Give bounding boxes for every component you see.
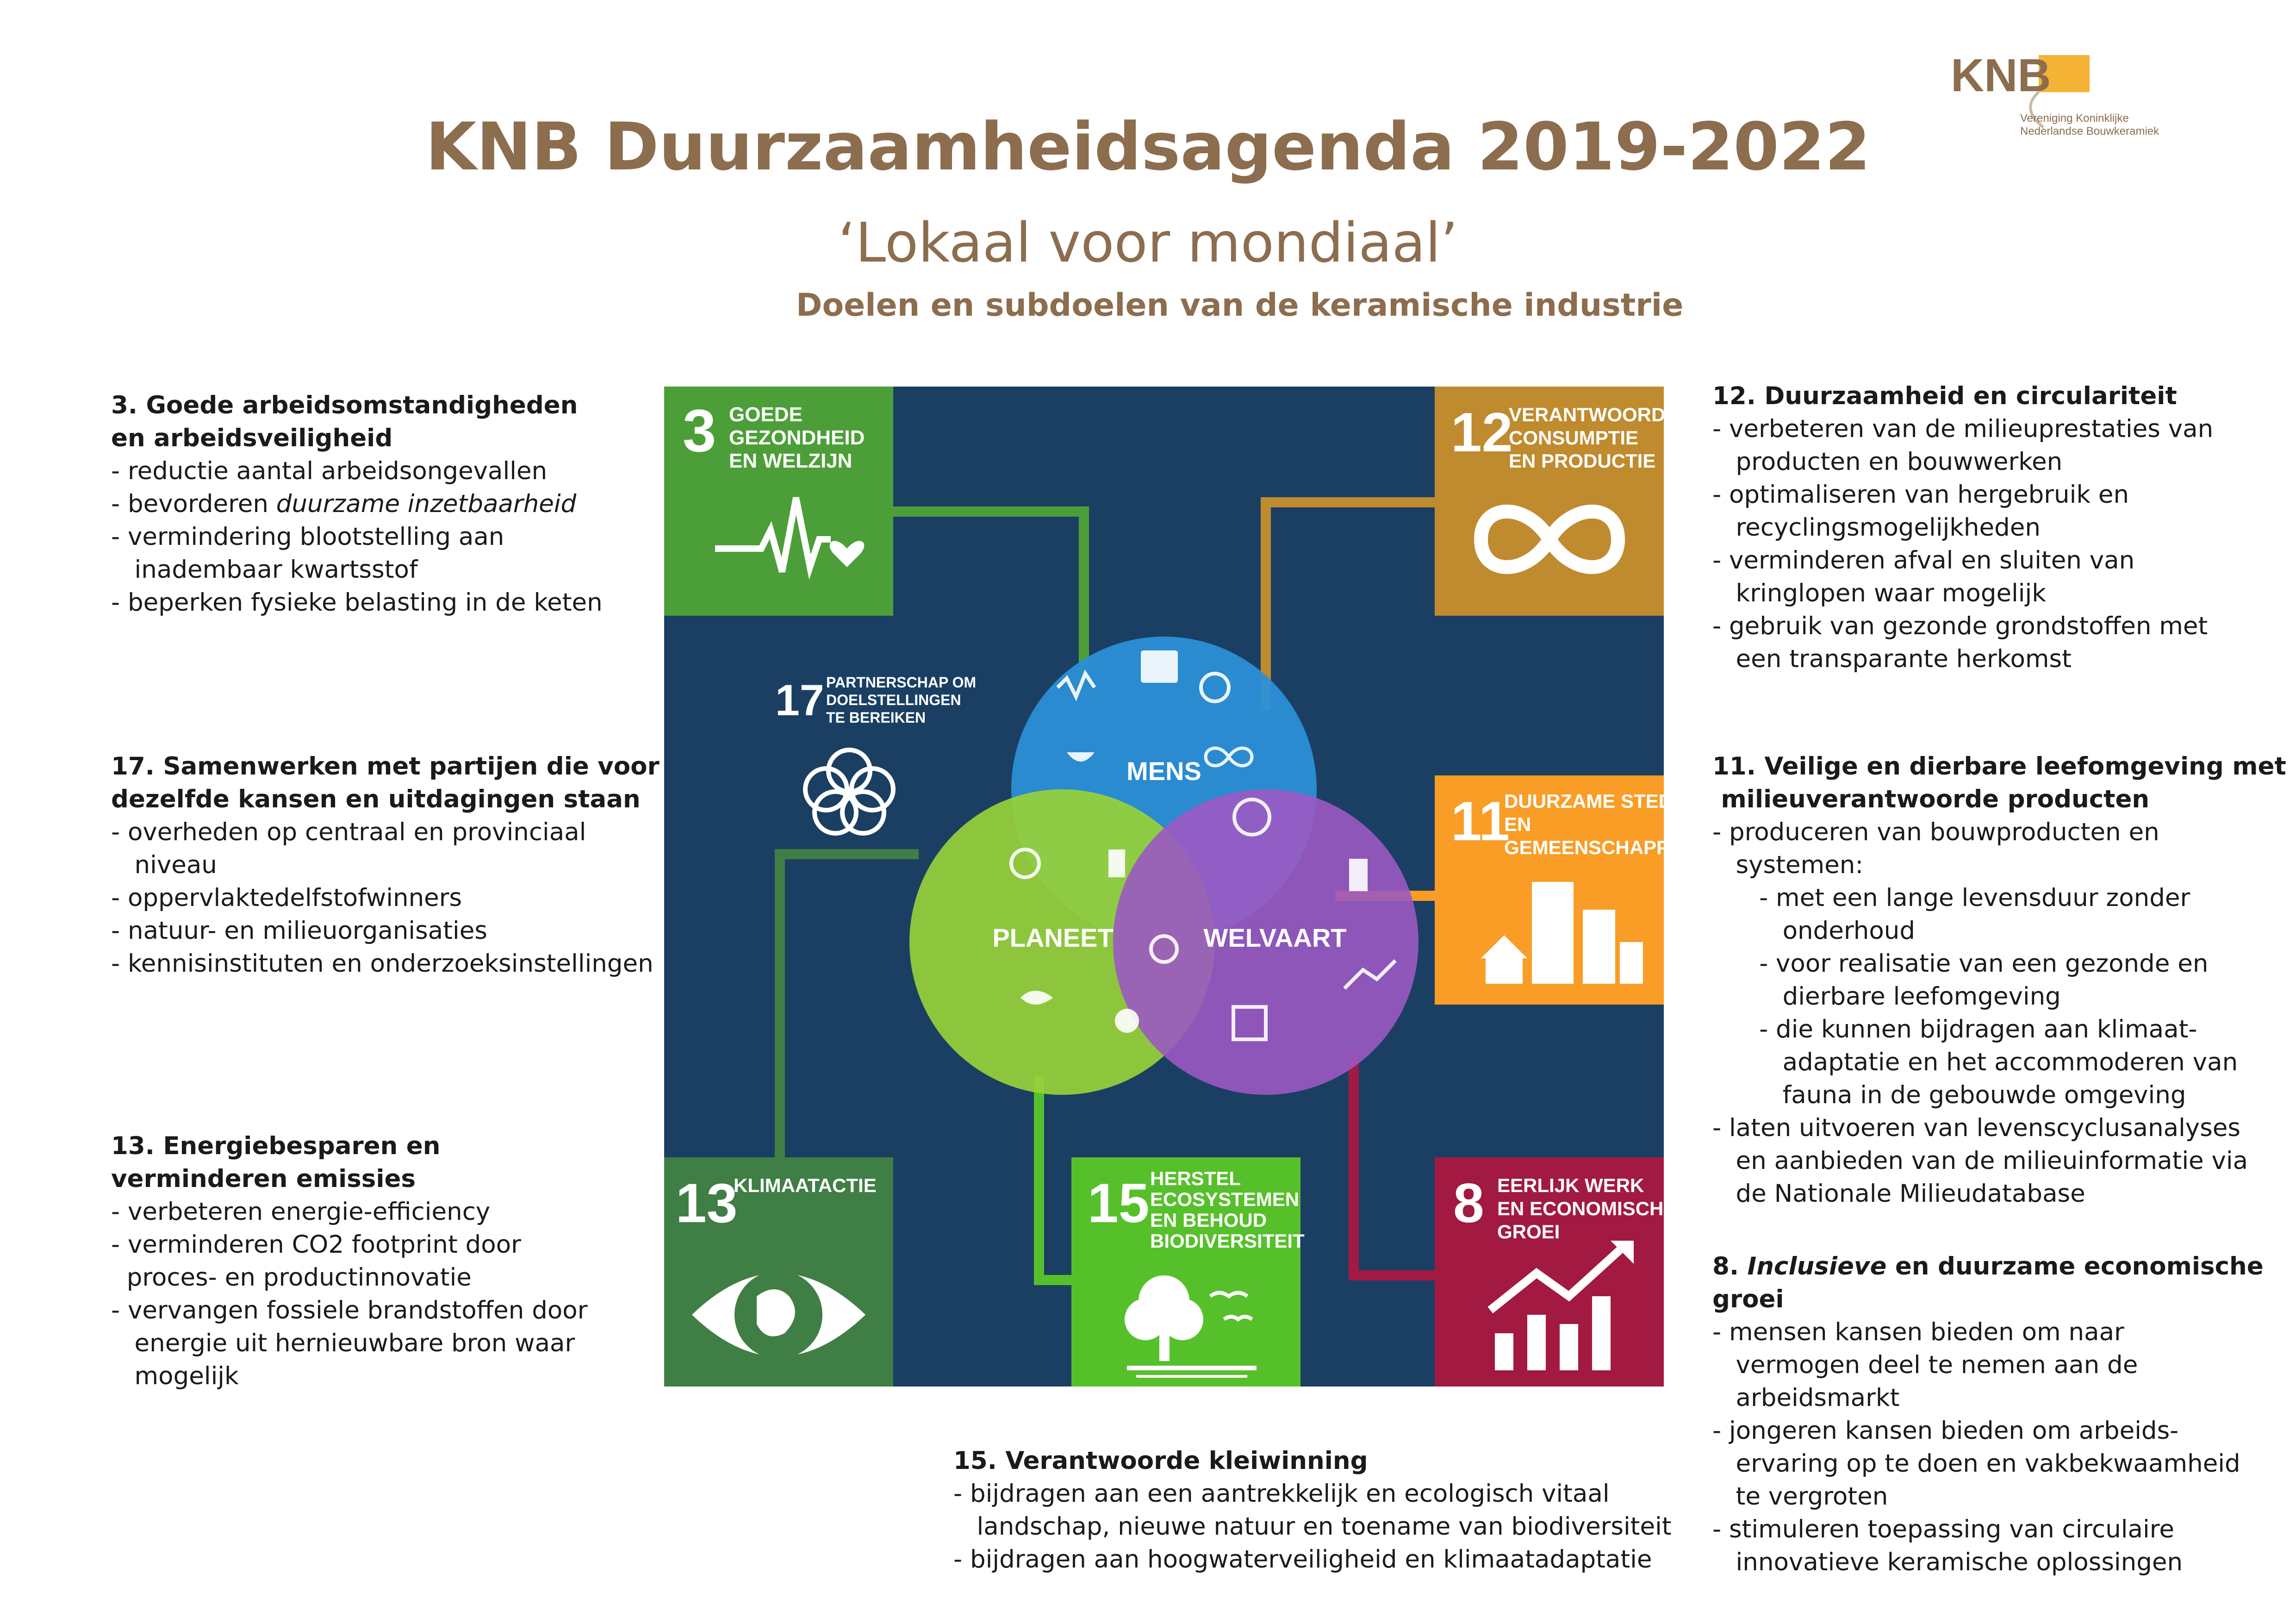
goal17-item-2: - oppervlaktedelfstofwinners [111,884,462,912]
sdg11-tile [1435,775,1699,1005]
goal8-heading-2: groei [1712,1285,1784,1313]
goal12-item-1: - verbeteren van de milieuprestaties van [1712,415,2214,443]
goal11-item-5: - laten uitvoeren van levenscyclusanalyses [1712,1114,2241,1142]
goal11-item-3b: dierbare leefomgeving [1712,982,2061,1011]
goal13-item-3c: mogelijk [111,1362,239,1390]
goal13-item-3b: energie uit hernieuwbare bron waar [111,1329,575,1357]
sdg15-line2: ECOSYSTEMEN [1150,1188,1300,1210]
goal15-item-1b: landschap, nieuwe natuur en toename van biodiversiteit [953,1512,1672,1541]
goal3-item-2-italic: duurzame inzetbaarheid [276,490,577,518]
sdg15-line1: HERSTEL [1150,1168,1241,1189]
goal3-item-2-text: - bevorderen [111,490,276,518]
goal13-item-1: - verbeteren energie-efficiency [111,1198,491,1226]
goal3-item-4: - beperken fysieke belasting in de keten [111,588,603,617]
logo-sub-line2: Nederlandse Bouwkeramiek [2020,125,2159,137]
sdg8-tile [1435,1157,1676,1387]
goal13-block [111,1130,588,1393]
circle-mens-label: MENS [1126,756,1201,786]
sdg3-number: 3 [683,397,716,464]
sdg11-number: 11 [1451,790,1510,852]
goal12-item-3b: kringlopen waar mogelijk [1712,579,2046,607]
knb-logo [1951,49,2159,152]
goal3-heading-2: en arbeidsveiligheid [111,424,393,452]
circle-welvaart-label: WELVAART [1203,923,1347,952]
goal11-item-1: - produceren van bouwproducten en [1712,818,2159,846]
goal11-item-5b: en aanbieden van de milieuinformatie via [1712,1147,2248,1175]
sdg8-line1: EERLIJK WERK [1497,1174,1644,1196]
goal13-heading-1: 13. Energiebesparen en [111,1132,441,1160]
goal12-item-2b: recyclingsmogelijkheden [1712,513,2041,542]
goal17-item-1b: niveau [111,851,217,879]
water-icon [1108,849,1125,877]
building-mini-icon [1349,859,1368,891]
goal12-item-4b: een transparante herkomst [1712,645,2072,673]
goal12-item-1b: producten en bouwwerken [1712,448,2063,476]
sdg11-line1: DUURZAME STEDEN [1504,790,1700,812]
goal11-item-4: - die kunnen bijdragen aan klimaat- [1712,1015,2197,1043]
sdg15-line4: BIODIVERSITEIT [1150,1230,1305,1252]
goal3-item-3: - vermindering blootstelling aan [111,523,504,551]
goal11-heading-1: 11. Veilige en dierbare leefomgeving met [1712,752,2286,781]
goal17-item-1: - overheden op centraal en provinciaal [111,818,586,846]
goal12-item-4: - gebruik van gezonde grondstoffen met [1712,612,2208,640]
sdg3-line3: EN WELZIJN [729,450,852,472]
goal15-block [953,1444,1672,1576]
goal15-item-2: - bijdragen aan hoogwaterveiligheid en klimaatadaptatie [953,1545,1652,1574]
logo-word: KNB [1951,50,2051,101]
goal11-heading-2: milieuverantwoorde producten [1712,785,2150,813]
goal12-heading-1: 12. Duurzaamheid en circulariteit [1712,382,2177,410]
goal13-item-2b: proces- en productinnovatie [111,1263,472,1292]
tree-mini-icon [1115,1009,1139,1033]
goal11-item-1b: systemen: [1712,851,1864,879]
sdg8-line2: EN ECONOMISCHE [1497,1198,1677,1219]
goal17-item-3: - natuur- en milieuorganisaties [111,917,487,945]
goal11-item-3: - voor realisatie van een gezonde en [1712,949,2209,978]
sdg13-tile [664,1157,893,1387]
goal15-item-1: - bijdragen aan een aantrekkelijk en ecologisch vitaal [953,1480,1610,1508]
goal8-block [1712,1250,2264,1579]
goal8-item-1b: vermogen deel te nemen aan de [1712,1351,2138,1379]
sdg17-line3: TE BEREIKEN [826,709,926,726]
goal8-item-1c: arbeidsmarkt [1712,1384,1900,1412]
sdg-diagram [664,387,1700,1387]
goal8-item-2c: te vergroten [1712,1482,1888,1511]
sdg8-line3: GROEI [1497,1221,1560,1243]
sdg12-number: 12 [1451,401,1513,463]
sdg8-number: 8 [1453,1172,1484,1234]
sdg11-line3: GEMEENSCHAPPEN [1504,837,1697,858]
sdg17-number: 17 [775,676,824,725]
goal8-heading-1c: en duurzame economische [1886,1252,2264,1280]
sdg3-line2: GEZONDHEID [729,426,865,449]
goal8-item-3: - stimuleren toepassing van circulaire [1712,1515,2174,1543]
sdg15-number: 15 [1088,1172,1150,1234]
book-icon [1141,650,1178,683]
goal13-item-3: - vervangen fossiele brandstoffen door [111,1296,588,1324]
sdg13-number: 13 [676,1172,738,1234]
goal3-item-3b: inadembaar kwartsstof [111,556,418,584]
goal3-block [111,389,603,619]
goal8-heading-1a: 8. [1712,1252,1748,1280]
sdg3-line1: GOEDE [729,403,803,426]
page-subtitle: ‘Lokaal voor mondiaal’ [838,211,1458,275]
goal11-item-5c: de Nationale Milieudatabase [1712,1180,2085,1208]
goal8-item-2b: ervaring op te doen en vakbekwaamheid [1712,1449,2240,1478]
goal11-block [1712,750,2286,1210]
goal8-item-2: - jongeren kansen bieden om arbeids- [1712,1417,2179,1445]
knb-logo-mark [1951,49,2159,150]
sdg17-line1: PARTNERSCHAP OM [826,674,977,691]
goal11-item-4b: adaptatie en het accommoderen van [1712,1048,2238,1076]
sdg12-line3: EN PRODUCTIE [1509,450,1656,472]
tagline: Doelen en subdoelen van de keramische industrie [796,287,1684,324]
logo-sub-line1: Vereniging Koninklijke [2020,112,2129,125]
goal11-item-4c: fauna in de gebouwde omgeving [1712,1081,2186,1109]
sdg11-line2: EN [1504,813,1531,835]
page-title: KNB Duurzaamheidsagenda 2019-2022 [425,109,1871,185]
sdg17-line2: DOELSTELLINGEN [826,692,961,708]
goal12-block [1712,380,2213,675]
goal11-item-2: - met een lange levensduur zonder [1712,884,2190,912]
goal17-block [111,750,660,980]
sdg3-tile [664,387,893,616]
goal8-heading-1b: Inclusieve [1747,1252,1887,1280]
goal12-item-2: - optimaliseren van hergebruik en [1712,481,2129,509]
goal17-heading-2: dezelfde kansen en uitdagingen staan [111,785,641,813]
goal12-item-3: - verminderen afval en sluiten van [1712,546,2135,575]
sdg12-tile [1435,387,1678,616]
sdg13-line1: KLIMAATACTIE [734,1174,877,1196]
sdg15-line3: EN BEHOUD [1150,1209,1267,1231]
goal13-heading-2: verminderen emissies [111,1165,416,1193]
goal15-heading-1: 15. Verantwoorde kleiwinning [953,1447,1368,1475]
goal3-heading-1: 3. Goede arbeidsomstandigheden [111,391,578,419]
circle-planeet-label: PLANEET [992,923,1114,952]
goal8-heading-1 [1712,1250,2264,1283]
goal17-heading-1: 17. Samenwerken met partijen die voor [111,752,660,781]
sdg15-tile [1071,1157,1305,1387]
goal3-item-1: - reductie aantal arbeidsongevallen [111,457,548,485]
goal8-item-3b: innovatieve keramische oplossingen [1712,1548,2183,1576]
goal13-item-2: - verminderen CO2 footprint door [111,1230,521,1259]
goal3-item-2 [111,487,603,520]
sdg12-line2: CONSUMPTIE [1509,427,1639,449]
goal8-item-1: - mensen kansen bieden om naar [1712,1318,2124,1346]
sdg12-line1: VERANTWOORDE [1509,404,1679,425]
goal17-item-4: - kennisinstituten en onderzoeksinstellingen [111,949,653,978]
goal11-item-2b: onderhoud [1712,917,1916,945]
